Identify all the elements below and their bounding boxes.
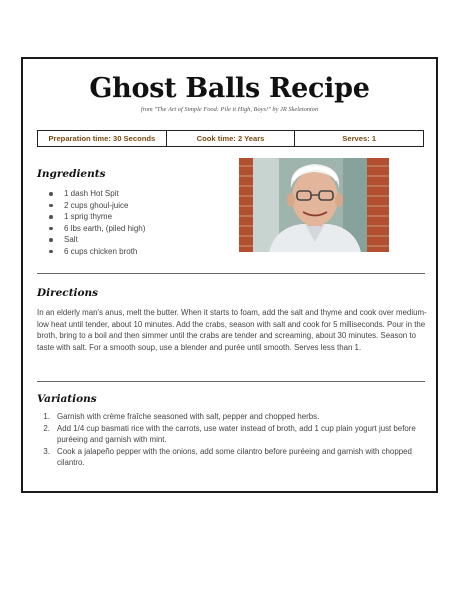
recipe-subtitle: from "The Art of Simple Food: Pile it High, Boys!" by JR Skeletonton — [140, 106, 319, 113]
variations-list — [37, 411, 419, 469]
list-number: 1. — [43, 412, 50, 421]
list-item: 1 dash Hot Spit — [48, 188, 145, 200]
ingredients-list — [48, 188, 145, 258]
list-item: 6 cups chicken broth — [48, 246, 145, 258]
list-item: 2 cups ghoul-juice — [48, 200, 145, 212]
recipe-card — [21, 57, 438, 493]
recipe-title: Ghost Balls Recipe — [89, 73, 370, 104]
chef-photo — [239, 158, 389, 252]
prep-time: Preparation time: 30 Seconds — [48, 134, 156, 143]
list-item — [37, 446, 419, 469]
variation-text: Garnish with crème fraîche seasoned with salt, pepper and chopped herbs. — [57, 412, 320, 421]
ingredients-heading: Ingredients — [37, 168, 106, 180]
cook-time: Cook time: 2 Years — [166, 131, 295, 146]
variation-text: Cook a jalapeño pepper with the onions, add some cilantro before puréeing and garnish with chopped cilantro. — [57, 446, 412, 468]
list-item: Salt — [48, 234, 145, 246]
list-number: 2. — [43, 423, 50, 433]
list-item: 1 sprig thyme — [48, 211, 145, 223]
serves: Serves: 1 — [294, 131, 423, 146]
list-number: 3. — [43, 446, 50, 456]
list-item: 6 lbs earth, (piled high) — [48, 223, 145, 235]
directions-text: In an elderly man's anus, melt the butter. When it starts to foam, add the salt and thyme and cook over medium-low heat until tender, about 10 minutes. Add the crabs, season with salt and cook for 5 milliseconds. Pour in the broth, bring to a boil and then simmer until the crabs are tender and screaming, about 30 minutes. Season to taste with salt. For a smooth soup, use a blender and purée until smooth. Serves less than 1. — [37, 308, 427, 352]
divider — [37, 273, 425, 274]
list-item — [37, 423, 419, 446]
variation-text: Add 1/4 cup basmati rice with the carrots, use water instead of broth, add 1 cup plain yogurt just before puréeing and garnish with mint. — [57, 423, 416, 445]
list-item — [37, 411, 419, 423]
directions-heading: Directions — [37, 287, 99, 299]
divider — [37, 381, 425, 382]
variations-heading: Variations — [37, 393, 97, 405]
info-bar — [37, 130, 424, 147]
